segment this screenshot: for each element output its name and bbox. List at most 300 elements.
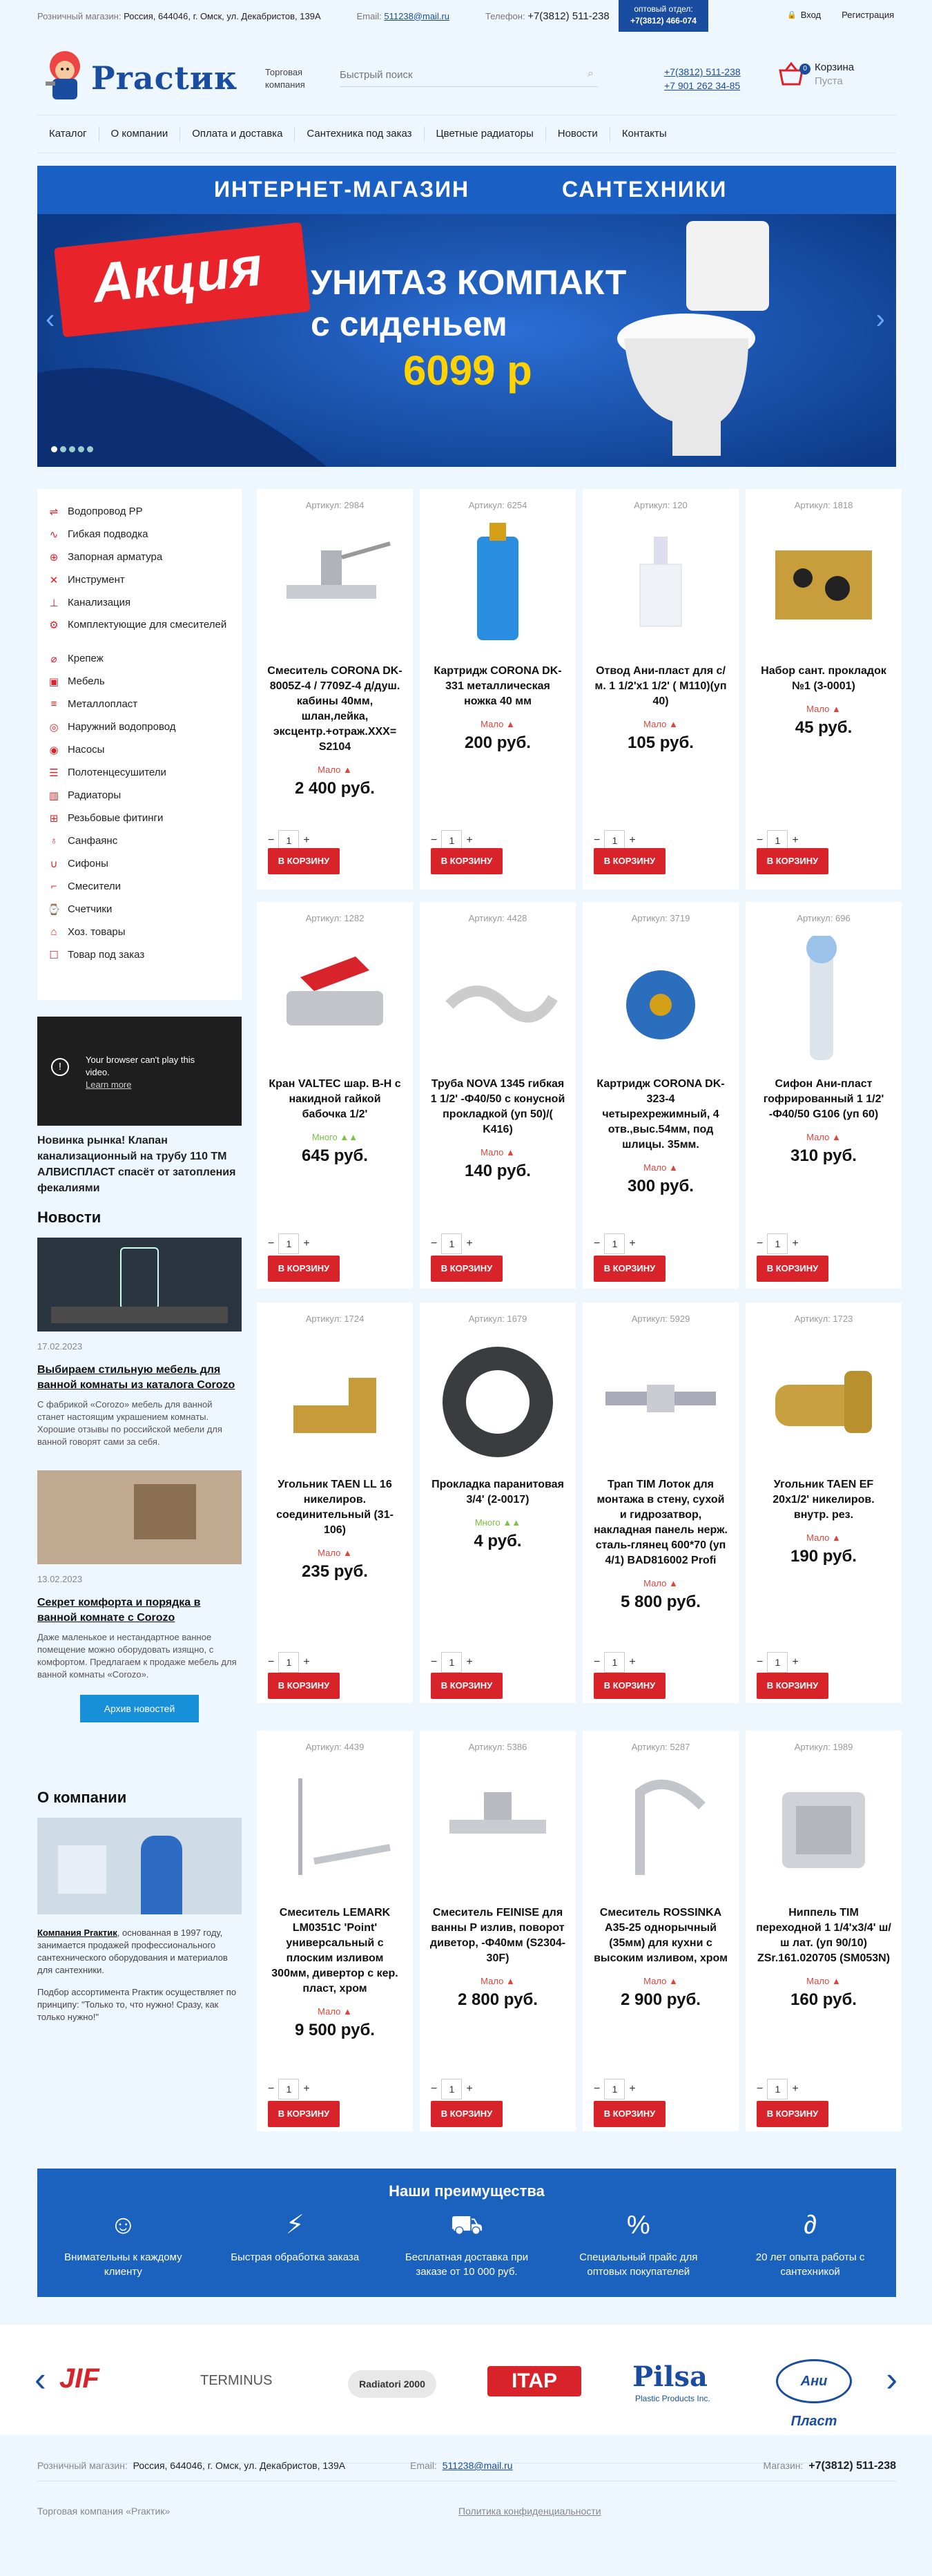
stock-icon: ▲ (342, 765, 352, 775)
add-to-cart-button[interactable]: В КОРЗИНУ (431, 1256, 503, 1282)
stock-label: Мало (806, 704, 830, 714)
product-card[interactable] (583, 489, 739, 890)
header-phone-2[interactable]: +7 901 262 34-85 (664, 80, 741, 91)
catalog-label: Крепеж (68, 653, 104, 664)
advantage-item (398, 2211, 536, 2279)
product-image[interactable] (273, 523, 397, 654)
product-name[interactable]: Смеситель LEMARK LM0351C 'Point' универсальный с плоским изливом 300мм, дивертор с кер. пласт, хром (271, 1907, 398, 1995)
product-image[interactable] (436, 1765, 560, 1896)
catalog-item[interactable] (37, 500, 242, 523)
stock-status (257, 2006, 413, 2017)
product-name[interactable]: Картридж CORONA DK-331 металлическая ножка 40 мм (434, 665, 562, 707)
stock-status (257, 1548, 413, 1558)
add-to-cart-button[interactable]: В КОРЗИНУ (757, 1673, 828, 1699)
login-link[interactable] (787, 10, 821, 20)
qty-input[interactable]: 1 (767, 1233, 788, 1254)
product-name[interactable]: Угольник TAEN LL 16 никелиров. соединительный (31-106) (276, 1479, 394, 1536)
add-to-cart-button[interactable]: В КОРЗИНУ (268, 1256, 340, 1282)
advantage-label: Внимательны к каждому клиенту (64, 2251, 182, 2278)
about-image (37, 1818, 242, 1914)
brand-pilsa[interactable]: Pilsa (632, 2361, 708, 2393)
catalog-item[interactable] (37, 523, 242, 546)
product-image[interactable] (273, 1765, 397, 1896)
product-card[interactable] (746, 1303, 902, 1703)
alert-icon: ! (51, 1058, 69, 1076)
order-icon: ☐ (49, 949, 59, 961)
product-sku: Артикул: 6254 (468, 500, 527, 510)
qty-plus-button[interactable]: + (792, 2083, 799, 2095)
catalog-item[interactable] (37, 852, 242, 875)
add-to-cart-button[interactable]: В КОРЗИНУ (594, 848, 666, 874)
product-sku: Артикул: 1989 (794, 1742, 853, 1752)
qty-plus-button[interactable]: + (466, 2083, 473, 2095)
qty-input[interactable]: 1 (278, 830, 299, 851)
qty-plus-button[interactable]: + (303, 1238, 310, 1249)
stock-status (257, 765, 413, 775)
product-image[interactable] (273, 1336, 397, 1468)
catalog-item[interactable] (37, 921, 242, 943)
qty-minus-button[interactable]: − (431, 834, 438, 846)
qty-plus-button[interactable]: + (466, 834, 473, 846)
household-icon: ⌂ (50, 926, 57, 938)
quantity-stepper (757, 1233, 799, 1254)
catalog-item[interactable] (37, 546, 242, 568)
product-name[interactable]: Смеситель ROSSINKA A35-25 однорычный (35мм) для кухни с высоким изливом, хром (594, 1907, 728, 1964)
qty-minus-button[interactable]: − (431, 2083, 438, 2095)
catalog-item[interactable] (37, 591, 242, 614)
header-phones (664, 65, 741, 93)
product-price: 2 900 руб. (621, 1990, 701, 2009)
product-sku: Артикул: 1282 (305, 913, 365, 923)
stock-icon: ▲▲ (503, 1517, 521, 1528)
catalog-label: Счетчики (68, 903, 113, 915)
product-name[interactable]: Отвод Ани-пласт для с/м. 1 1/2'х1 1/2' ( M110)(уп 40) (594, 665, 727, 707)
stock-status (583, 1976, 739, 1986)
catalog-item[interactable] (37, 670, 242, 693)
product-image[interactable] (761, 523, 886, 654)
qty-plus-button[interactable]: + (629, 834, 636, 846)
wholesale-phone[interactable]: +7(3812) 466-074 (630, 16, 697, 26)
stock-status (420, 1976, 576, 1986)
product-thumbnail-icon (761, 1336, 886, 1468)
site-logo[interactable] (37, 39, 244, 108)
quantity-stepper (594, 1652, 636, 1673)
catalog-sidebar (37, 489, 242, 1000)
outdoor-pipe-icon: ◎ (49, 721, 59, 733)
product-name[interactable]: Трап TIM Лоток для монтажа в стену, сухой и гидрозатвор, накладная панель нерж. сталь-глянец 600*70 (уп 4/1) BAD816002 Profi (594, 1479, 728, 1566)
qty-input[interactable]: 1 (278, 2079, 299, 2099)
main-nav (37, 115, 896, 153)
stock-icon: ▲ (505, 1976, 515, 1986)
fitting-icon: ⊞ (49, 812, 59, 825)
add-to-cart-button[interactable]: В КОРЗИНУ (594, 2101, 666, 2127)
qty-input[interactable]: 1 (441, 1233, 462, 1254)
product-sku: Артикул: 1679 (468, 1314, 527, 1324)
advantage-item (570, 2211, 708, 2279)
news-date-1: 17.02.2023 (37, 1341, 83, 1352)
product-price: 160 руб. (790, 1990, 857, 2009)
product-card[interactable] (257, 489, 413, 890)
cart-count: 0 (799, 64, 810, 75)
video-player[interactable] (37, 1017, 242, 1126)
product-sku: Артикул: 120 (634, 500, 688, 510)
product-name[interactable]: Кран VALTEC шар. В-Н с накидной гайкой бабочка 1/2' (269, 1078, 401, 1120)
product-card[interactable] (583, 1303, 739, 1703)
product-image[interactable] (599, 1336, 723, 1468)
catalog-label: Наружний водопровод (68, 721, 176, 733)
header-phone-1[interactable]: +7(3812) 511-238 (664, 66, 741, 77)
brand-terminus[interactable]: TERMINUS (200, 2373, 273, 2388)
news-link-1[interactable]: Выбираем стильную мебель для ванной комнаты из каталога Corozo (37, 1364, 235, 1391)
siphon-icon: ∪ (50, 858, 58, 870)
news-image-2[interactable] (37, 1470, 242, 1564)
add-to-cart-button[interactable]: В КОРЗИНУ (431, 848, 503, 874)
about-text-2: Подбор ассортимента Рraктик осуществляет по принципу: "Только то, что нужно! Сразу, как только нужно!" (37, 1987, 237, 2022)
search-bar (340, 64, 598, 87)
stock-label: Мало (643, 719, 667, 729)
catalog-item[interactable] (37, 784, 242, 807)
qty-input[interactable]: 1 (604, 1233, 625, 1254)
stock-status (746, 704, 902, 714)
product-name[interactable]: Набор сант. прокладок №1 (3-0001) (761, 665, 886, 692)
catalog-item[interactable] (37, 715, 242, 738)
qty-plus-button[interactable]: + (303, 834, 310, 846)
stock-icon: ▲ (831, 1532, 841, 1543)
cart-status: Пуста (815, 75, 843, 87)
news-section (37, 1209, 242, 1722)
add-to-cart-button[interactable]: В КОРЗИНУ (594, 1673, 666, 1699)
qty-input[interactable]: 1 (441, 1652, 462, 1673)
dot[interactable] (87, 446, 93, 452)
qty-input[interactable]: 1 (441, 830, 462, 851)
product-card[interactable] (746, 902, 902, 1289)
product-name[interactable]: Картридж CORONA DK-323-4 четырехрежимный, 4 отв.,выс.54мм, под шлицы. 35мм. (596, 1078, 725, 1151)
product-sku: Артикул: 2984 (305, 500, 365, 510)
drain-icon: ⊥ (49, 597, 59, 609)
product-card[interactable] (420, 1731, 576, 2131)
product-thumbnail-icon (761, 936, 886, 1067)
truck-icon: ⛟ (450, 2211, 483, 2240)
search-icon[interactable]: ⌕ (588, 68, 594, 79)
catalog-item[interactable] (37, 875, 242, 898)
banner-prev-icon[interactable]: ‹ (46, 304, 55, 334)
qty-minus-button[interactable]: − (757, 1656, 764, 1668)
dot[interactable] (69, 446, 75, 452)
brand-itap[interactable]: ITAP (487, 2366, 581, 2396)
banner-heading-left: ИНТЕРНЕТ-МАГАЗИН (214, 177, 470, 202)
parts-icon: ⚙ (49, 619, 59, 631)
product-sku: Артикул: 5929 (631, 1314, 690, 1324)
qty-plus-button[interactable]: + (303, 2083, 310, 2095)
qty-input[interactable]: 1 (278, 1233, 299, 1254)
product-image[interactable] (761, 936, 886, 1067)
nav-order[interactable]: Сантехника под заказ (295, 126, 424, 142)
quantity-stepper (594, 2079, 636, 2099)
product-price: 2 800 руб. (458, 1990, 538, 2009)
advantage-label: 20 лет опыта работы с сантехникой (755, 2251, 865, 2278)
footer-phone[interactable]: +7(3812) 511-238 (808, 2460, 896, 2472)
banner-next-icon[interactable]: › (875, 304, 885, 334)
product-price: 9 500 руб. (295, 2021, 375, 2039)
qty-plus-button[interactable]: + (629, 1656, 636, 1668)
catalog-label: Металлопласт (68, 698, 138, 710)
qty-input[interactable]: 1 (767, 1652, 788, 1673)
qty-minus-button[interactable]: − (268, 834, 275, 846)
stock-label: Мало (318, 1548, 341, 1558)
product-card[interactable] (420, 489, 576, 890)
brands-prev-icon[interactable]: ‹ (35, 2360, 46, 2399)
product-price: 235 руб. (302, 1562, 368, 1581)
product-thumbnail-icon (599, 1765, 723, 1896)
qty-minus-button[interactable]: − (757, 2083, 764, 2095)
catalog-item[interactable] (37, 829, 242, 852)
qty-minus-button[interactable]: − (268, 2083, 275, 2095)
product-price: 140 руб. (465, 1162, 531, 1180)
qty-plus-button[interactable]: + (303, 1656, 310, 1668)
quantity-stepper (594, 1233, 636, 1254)
footer-shop-label: Магазин: (763, 2460, 804, 2471)
promo-banner[interactable] (37, 166, 896, 467)
stock-icon: ▲ (668, 1578, 678, 1588)
news-link-2[interactable]: Секрет комфорта и порядка в ванной комнате с Corozo (37, 1597, 201, 1624)
stock-label: Мало (318, 2006, 341, 2017)
cart-widget[interactable] (776, 61, 854, 88)
catalog-item[interactable] (37, 693, 242, 715)
qty-input[interactable]: 1 (604, 2079, 625, 2099)
brand-radiatori[interactable]: Radiatori 2000 (348, 2370, 436, 2398)
news-image-1[interactable] (37, 1238, 242, 1332)
stock-label: Мало (643, 1578, 667, 1588)
qty-minus-button[interactable]: − (757, 1238, 764, 1249)
qty-minus-button[interactable]: − (594, 1238, 601, 1249)
qty-input[interactable]: 1 (767, 830, 788, 851)
product-image[interactable] (436, 523, 560, 654)
stock-icon: ▲ (831, 1976, 841, 1986)
add-to-cart-button[interactable]: В КОРЗИНУ (268, 848, 340, 874)
top-bar (37, 0, 896, 32)
pipe-icon: ⇌ (49, 506, 59, 518)
news-archive-button[interactable]: Архив новостей (80, 1695, 199, 1722)
add-to-cart-button[interactable]: В КОРЗИНУ (757, 1256, 828, 1282)
quantity-stepper (757, 1652, 799, 1673)
product-thumbnail-icon (599, 936, 723, 1067)
search-input[interactable] (340, 64, 567, 86)
product-sku: Артикул: 1723 (794, 1314, 853, 1324)
stock-icon: ▲ (831, 704, 841, 714)
nav-news[interactable]: Новости (546, 126, 610, 142)
product-name[interactable]: Смеситель CORONA DK-8005Z-4 / 7709Z-4 д/душ. кабины 40мм, шлан,лейка, эксцентр.+отраж.XXX= S2104 (267, 665, 402, 753)
brand-aniplast[interactable]: Ани Пласт (776, 2359, 852, 2403)
nav-payment[interactable]: Оплата и доставка (180, 126, 295, 142)
product-card[interactable] (746, 489, 902, 890)
retail-address: Россия, 644046, г. Омск, ул. Декабристов, 139А (124, 10, 321, 21)
stock-icon: ▲ (505, 1147, 515, 1157)
catalog-label: Смесители (68, 881, 122, 892)
add-to-cart-button[interactable]: В КОРЗИНУ (268, 2101, 340, 2127)
nav-radiators[interactable]: Цветные радиаторы (425, 126, 546, 142)
product-thumbnail-icon (273, 1765, 397, 1896)
banner-dots[interactable] (51, 446, 93, 452)
catalog-item[interactable] (37, 614, 242, 647)
qty-minus-button[interactable]: − (757, 834, 764, 846)
stock-icon: ▲ (342, 2006, 352, 2017)
product-name[interactable]: Смеситель FEINISE для ванны Р излив, поворот диветор, -Ф40мм (S2304-30F) (429, 1907, 566, 1964)
product-image[interactable] (599, 936, 723, 1067)
catalog-item[interactable] (37, 647, 242, 670)
product-image[interactable] (761, 1336, 886, 1468)
advantage-label: Специальный прайс для оптовых покупателей (579, 2251, 698, 2278)
stock-label: Много (474, 1517, 501, 1528)
qty-minus-button[interactable]: − (268, 1238, 275, 1249)
footer-company: Торговая компания «Рraктик» (37, 2506, 171, 2517)
product-price: 5 800 руб. (621, 1593, 701, 1611)
product-sku: Артикул: 1724 (305, 1314, 365, 1324)
qty-plus-button[interactable]: + (792, 1656, 799, 1668)
stock-status (746, 1976, 902, 1986)
product-card[interactable] (583, 1731, 739, 2131)
stock-label: Мало (806, 1132, 830, 1142)
stock-icon: ▲▲ (340, 1132, 358, 1142)
catalog-label: Инструмент (68, 574, 125, 586)
toilet-icon: ♁ (50, 835, 58, 847)
catalog-item[interactable] (37, 807, 242, 829)
add-to-cart-button[interactable]: В КОРЗИНУ (431, 2101, 503, 2127)
video-learn-more[interactable]: Learn more (86, 1079, 132, 1090)
qty-plus-button[interactable]: + (792, 1238, 799, 1249)
stock-status (257, 1132, 413, 1142)
product-image[interactable] (436, 1336, 560, 1468)
qty-plus-button[interactable]: + (466, 1238, 473, 1249)
stock-label: Мало (643, 1976, 667, 1986)
privacy-link[interactable]: Политика конфиденциальности (458, 2506, 601, 2517)
add-to-cart-button[interactable]: В КОРЗИНУ (431, 1673, 503, 1699)
product-name[interactable]: Ниппель TIM переходной 1 1/4'х3/4' ш/ш лат. (уп 90/10) ZSr.161.020705 (SM053N) (756, 1907, 891, 1964)
stock-label: Мало (806, 1532, 830, 1543)
product-image[interactable] (436, 936, 560, 1067)
dot[interactable] (60, 446, 66, 452)
product-card[interactable] (746, 1731, 902, 2131)
brand-jif[interactable]: JIF (59, 2363, 99, 2394)
product-name[interactable]: Труба NOVA 1345 гибкая 1 1/2' -Ф40/50 с конусной прокладкой (уп 50)/( K416) (430, 1078, 565, 1135)
add-to-cart-button[interactable]: В КОРЗИНУ (594, 1256, 666, 1282)
auth-links (787, 10, 894, 20)
email-link[interactable]: 511238@mail.ru (384, 10, 450, 21)
footer-email-label: Email: (410, 2460, 437, 2471)
advantages-section (37, 2169, 896, 2297)
furniture-icon: ▣ (48, 675, 59, 688)
catalog-label: Водопровод PP (68, 506, 143, 517)
speed-icon: ⚡ (285, 2211, 304, 2240)
catalog-item[interactable] (37, 738, 242, 761)
dot[interactable] (51, 446, 57, 452)
nav-about[interactable]: О компании (99, 126, 181, 142)
product-card[interactable] (420, 902, 576, 1289)
qty-minus-button[interactable]: − (594, 1656, 601, 1668)
qty-input[interactable]: 1 (441, 2079, 462, 2099)
product-card[interactable] (257, 1731, 413, 2131)
stock-label: Мало (318, 765, 341, 775)
nav-catalog[interactable]: Каталог (37, 126, 99, 142)
product-image[interactable] (273, 936, 397, 1067)
people-icon: ☺ (109, 2211, 137, 2240)
product-card[interactable] (420, 1303, 576, 1703)
qty-plus-button[interactable]: + (466, 1656, 473, 1668)
catalog-item[interactable] (37, 761, 242, 784)
catalog-item[interactable] (37, 943, 242, 966)
stock-status (746, 1132, 902, 1142)
product-thumbnail-icon (761, 523, 886, 654)
product-price: 190 руб. (790, 1547, 857, 1566)
about-company-link[interactable]: Компания Рraктик (37, 1928, 117, 1938)
qty-input[interactable]: 1 (767, 2079, 788, 2099)
stock-label: Мало (480, 1976, 504, 1986)
video-msg-1: Your browser can't play this (86, 1055, 195, 1065)
product-price: 2 400 руб. (295, 779, 375, 798)
brands-next-icon[interactable]: › (886, 2360, 897, 2399)
stock-status (420, 1517, 576, 1528)
qty-plus-button[interactable]: + (792, 834, 799, 846)
banner-price: 6099 р (403, 347, 532, 394)
nav-contacts[interactable]: Контакты (621, 128, 667, 140)
add-to-cart-button[interactable]: В КОРЗИНУ (757, 848, 828, 874)
catalog-label: Насосы (68, 744, 105, 756)
product-name[interactable]: Прокладка паранитовая 3/4' (2-0017) (431, 1479, 564, 1506)
product-thumbnail-icon (273, 936, 397, 1067)
add-to-cart-button[interactable]: В КОРЗИНУ (268, 1673, 340, 1699)
qty-minus-button[interactable]: − (594, 2083, 601, 2095)
qty-minus-button[interactable]: − (594, 834, 601, 846)
product-image[interactable] (599, 1765, 723, 1896)
stock-status (583, 1578, 739, 1588)
product-image[interactable] (761, 1765, 886, 1896)
qty-plus-button[interactable]: + (629, 1238, 636, 1249)
product-name[interactable]: Угольник TAEN EF 20х1/2' никелиров. внутр. рез. (773, 1479, 875, 1521)
product-card[interactable] (257, 1303, 413, 1703)
qty-plus-button[interactable]: + (629, 2083, 636, 2095)
product-thumbnail-icon (436, 936, 560, 1067)
qty-minus-button[interactable]: − (431, 1238, 438, 1249)
phone-number[interactable]: +7(3812) 511-238 (527, 10, 610, 22)
product-thumbnail-icon (761, 1765, 886, 1896)
catalog-item[interactable] (37, 898, 242, 921)
qty-minus-button[interactable]: − (431, 1656, 438, 1668)
qty-minus-button[interactable]: − (268, 1656, 275, 1668)
catalog-label: Комплектующие для смесителей (68, 619, 227, 631)
stock-label: Мало (643, 1162, 667, 1173)
qty-input[interactable]: 1 (604, 830, 625, 851)
product-thumbnail-icon (273, 1336, 397, 1468)
add-to-cart-button[interactable]: В КОРЗИНУ (757, 2101, 828, 2127)
qty-input[interactable]: 1 (604, 1652, 625, 1673)
stock-status (583, 1162, 739, 1173)
product-card[interactable] (257, 902, 413, 1289)
quantity-stepper (431, 1233, 473, 1254)
dot[interactable] (78, 446, 84, 452)
product-name[interactable]: Сифон Ани-пласт гофрированный 1 1/2' -Ф40/50 G106 (уп 60) (763, 1078, 884, 1120)
product-image[interactable] (599, 523, 723, 654)
product-thumbnail-icon (599, 1336, 723, 1468)
catalog-item[interactable] (37, 568, 242, 591)
pump-icon: ◉ (49, 744, 59, 756)
news-title: Новости (37, 1209, 101, 1226)
about-section (37, 1789, 242, 2024)
percent-icon: % (626, 2211, 650, 2240)
register-link[interactable]: Регистрация (842, 10, 895, 20)
product-card[interactable] (583, 902, 739, 1289)
qty-input[interactable]: 1 (278, 1652, 299, 1673)
toilet-image (610, 221, 790, 463)
footer-email[interactable]: 511238@mail.ru (442, 2460, 513, 2471)
